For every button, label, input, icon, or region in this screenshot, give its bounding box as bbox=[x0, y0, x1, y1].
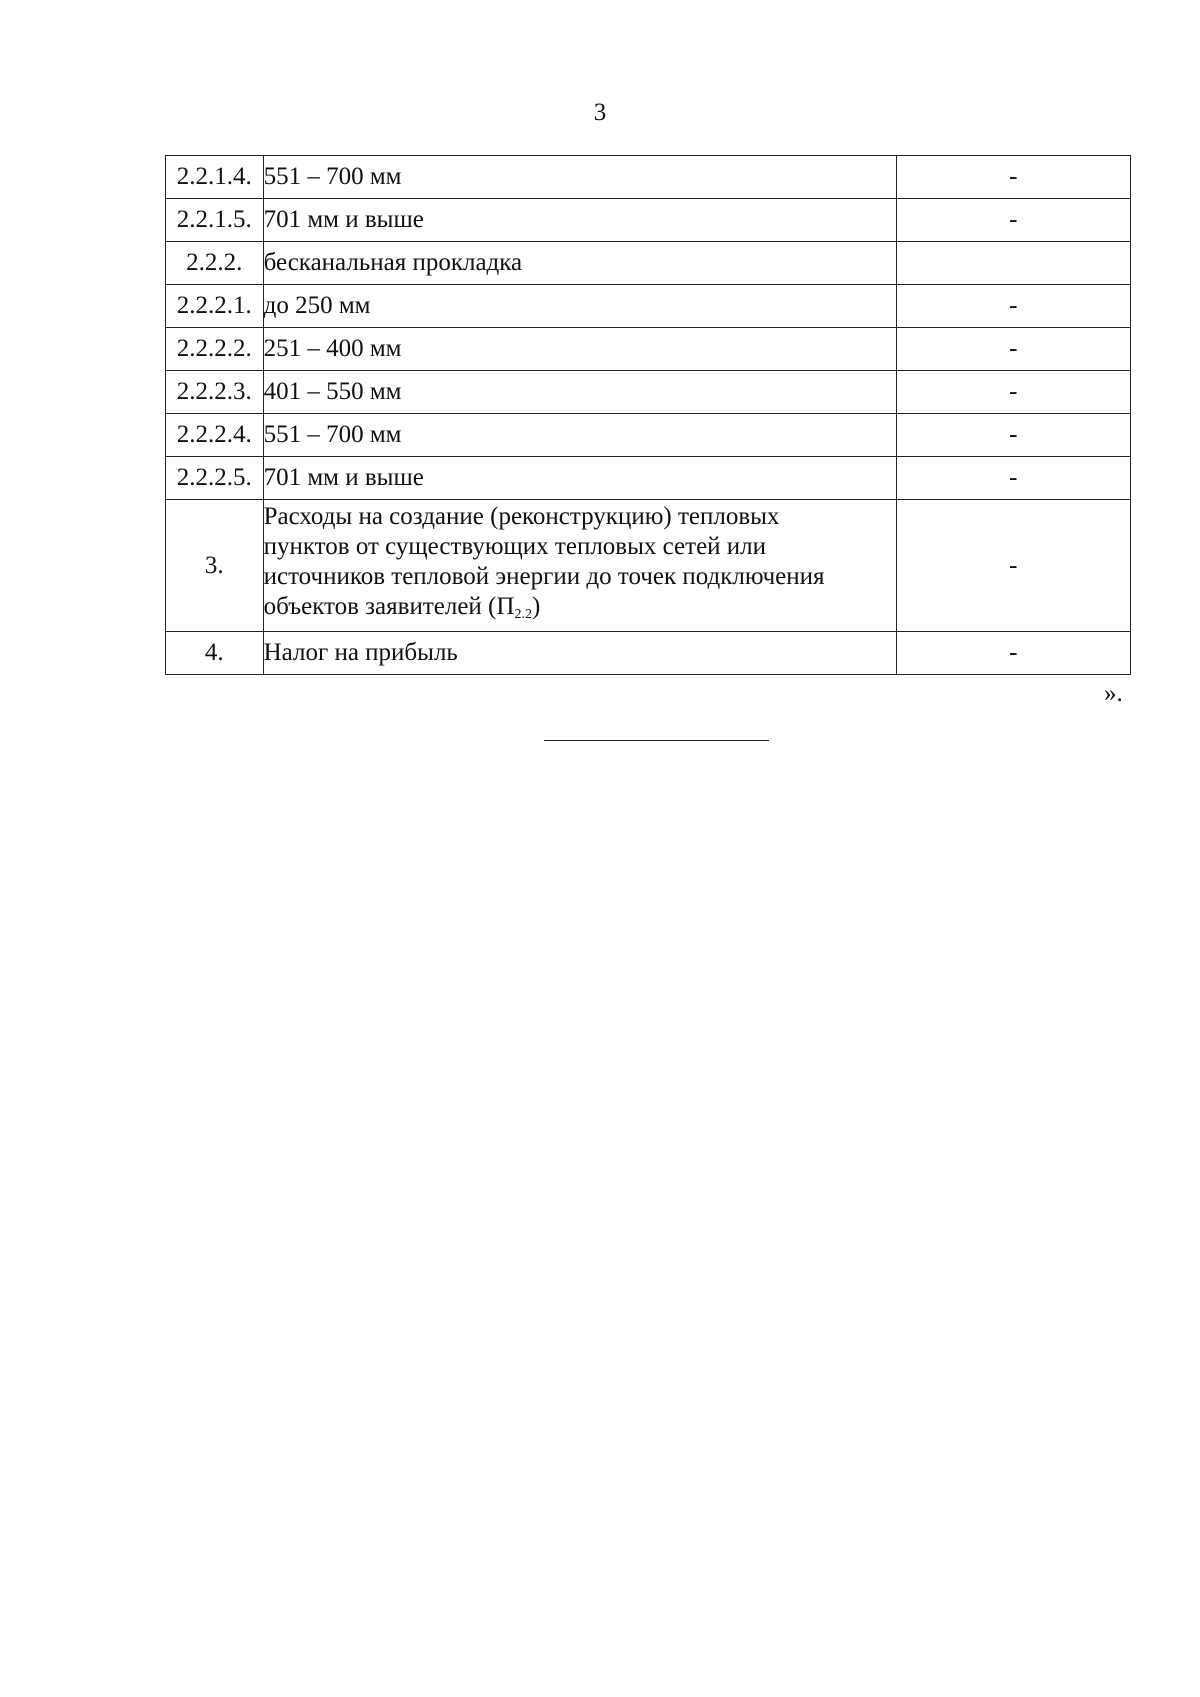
table-row bbox=[166, 371, 1131, 414]
page-number: 3 bbox=[593, 99, 607, 126]
row-name: Налог на прибыль bbox=[263, 632, 896, 675]
table-row bbox=[166, 285, 1131, 328]
row-value: - bbox=[896, 632, 1130, 675]
row-number: 2.2.2.2. bbox=[166, 328, 264, 371]
row-name: 701 мм и выше bbox=[263, 457, 896, 500]
end-separator-line bbox=[544, 740, 769, 741]
row-value: - bbox=[896, 500, 1130, 632]
row-number: 2.2.2.5. bbox=[166, 457, 264, 500]
table-row bbox=[166, 414, 1131, 457]
row-value: - bbox=[896, 285, 1130, 328]
row-name: 551 – 700 мм bbox=[263, 414, 896, 457]
row-name bbox=[263, 500, 896, 632]
row-value: - bbox=[896, 328, 1130, 371]
row-value bbox=[896, 242, 1130, 285]
row-number: 4. bbox=[166, 632, 264, 675]
row-name: бесканальная прокладка bbox=[263, 242, 896, 285]
table-row bbox=[166, 156, 1131, 199]
row-name-subscript: 2.2 bbox=[514, 606, 532, 622]
row-value: - bbox=[896, 371, 1130, 414]
row-name-line: Расходы на создание (реконструкцию) тепловых bbox=[263, 502, 780, 530]
row-name: до 250 мм bbox=[263, 285, 896, 328]
row-name-line: источников тепловой энергии до точек подключения bbox=[263, 562, 825, 590]
row-name-line: объектов заявителей (П bbox=[263, 592, 515, 620]
table-row bbox=[166, 632, 1131, 675]
table-row bbox=[166, 457, 1131, 500]
row-name: 401 – 550 мм bbox=[263, 371, 896, 414]
row-number: 2.2.1.5. bbox=[166, 199, 264, 242]
row-value: - bbox=[896, 199, 1130, 242]
row-number: 2.2.2. bbox=[166, 242, 264, 285]
row-name-line: пунктов от существующих тепловых сетей или bbox=[263, 532, 767, 560]
row-number: 2.2.2.3. bbox=[166, 371, 264, 414]
cost-table bbox=[165, 155, 1131, 675]
table-row bbox=[166, 500, 1131, 632]
row-name: 551 – 700 мм bbox=[263, 156, 896, 199]
row-name: 701 мм и выше bbox=[263, 199, 896, 242]
table-row bbox=[166, 199, 1131, 242]
row-value: - bbox=[896, 457, 1130, 500]
closing-quote-mark: ». bbox=[1104, 680, 1123, 707]
row-value: - bbox=[896, 156, 1130, 199]
row-number: 2.2.2.4. bbox=[166, 414, 264, 457]
row-number: 3. bbox=[166, 500, 264, 632]
row-name-suffix: ) bbox=[531, 592, 541, 620]
row-number: 2.2.2.1. bbox=[166, 285, 264, 328]
row-value: - bbox=[896, 414, 1130, 457]
table-row bbox=[166, 328, 1131, 371]
table-row bbox=[166, 242, 1131, 285]
row-name: 251 – 400 мм bbox=[263, 328, 896, 371]
row-number: 2.2.1.4. bbox=[166, 156, 264, 199]
